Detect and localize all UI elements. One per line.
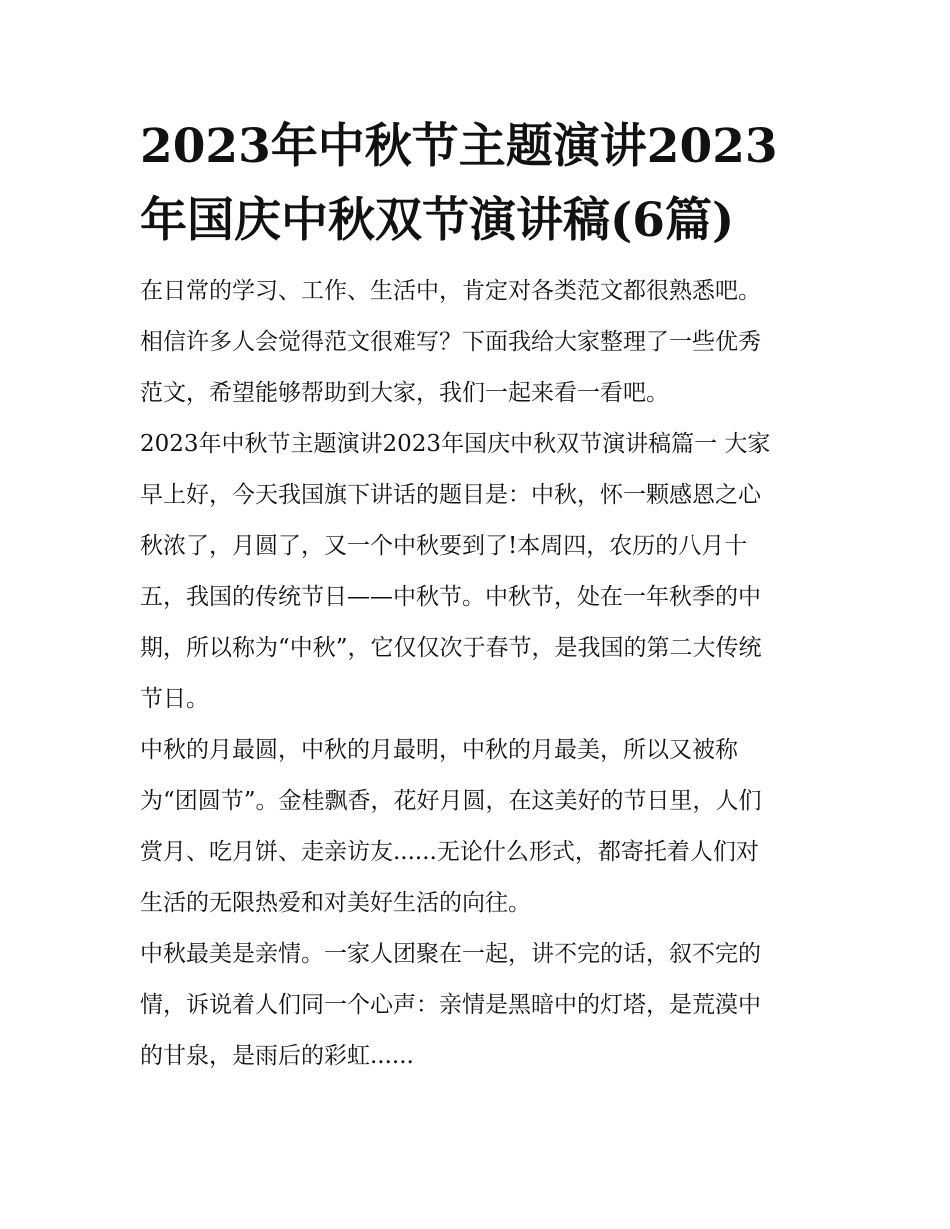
- title-line: 年国庆中秋双节演讲稿(6篇): [140, 193, 735, 248]
- text-line: 期，所以称为“中秋”，它仅仅次于春节，是我国的第二大传统: [140, 635, 762, 661]
- title-line: 2023年中秋节主题演讲2023: [140, 119, 778, 174]
- text-line: 五，我国的传统节日——中秋节。中秋节，处在一年秋季的中: [140, 584, 761, 610]
- text-line: 在日常的学习、工作、生活中，肯定对各类范文都很熟悉吧。: [140, 278, 761, 304]
- text-line: 2023年中秋节主题演讲2023年国庆中秋双节演讲稿篇一 大家: [140, 431, 771, 457]
- text-line: 中秋的月最圆，中秋的月最明，中秋的月最美，所以又被称: [140, 737, 738, 763]
- text-line: 节日。: [140, 686, 209, 712]
- text-line: 生活的无限热爱和对美好生活的向往。: [140, 890, 531, 916]
- text-line: 秋浓了，月圆了，又一个中秋要到了!本周四，农历的八月十: [140, 533, 748, 559]
- text-line: 情，诉说着人们同一个心声：亲情是黑暗中的灯塔，是荒漠中: [140, 992, 761, 1018]
- text-line: 为“团圆节”。金桂飘香，花好月圆，在这美好的节日里，人们: [140, 788, 762, 814]
- text-line: 赏月、吃月饼、走亲访友......无论什么形式，都寄托着人们对: [140, 839, 759, 865]
- paragraph-family: [140, 929, 815, 1082]
- text-line: 的甘泉，是雨后的彩虹......: [140, 1043, 414, 1069]
- text-line: 相信许多人会觉得范文很难写？下面我给大家整理了一些优秀: [140, 329, 761, 355]
- text-line: 范文，希望能够帮助到大家，我们一起来看一看吧。: [140, 380, 669, 406]
- paragraph-speech-opening: [140, 419, 815, 725]
- text-line: 中秋最美是亲情。一家人团聚在一起，讲不完的话，叙不完的: [140, 941, 761, 967]
- paragraph-moon: [140, 725, 815, 929]
- document-page: [140, 110, 815, 1082]
- document-title: [140, 110, 815, 258]
- paragraph-intro: [140, 266, 815, 419]
- text-line: 早上好，今天我国旗下讲话的题目是：中秋，怀一颗感恩之心: [140, 482, 761, 508]
